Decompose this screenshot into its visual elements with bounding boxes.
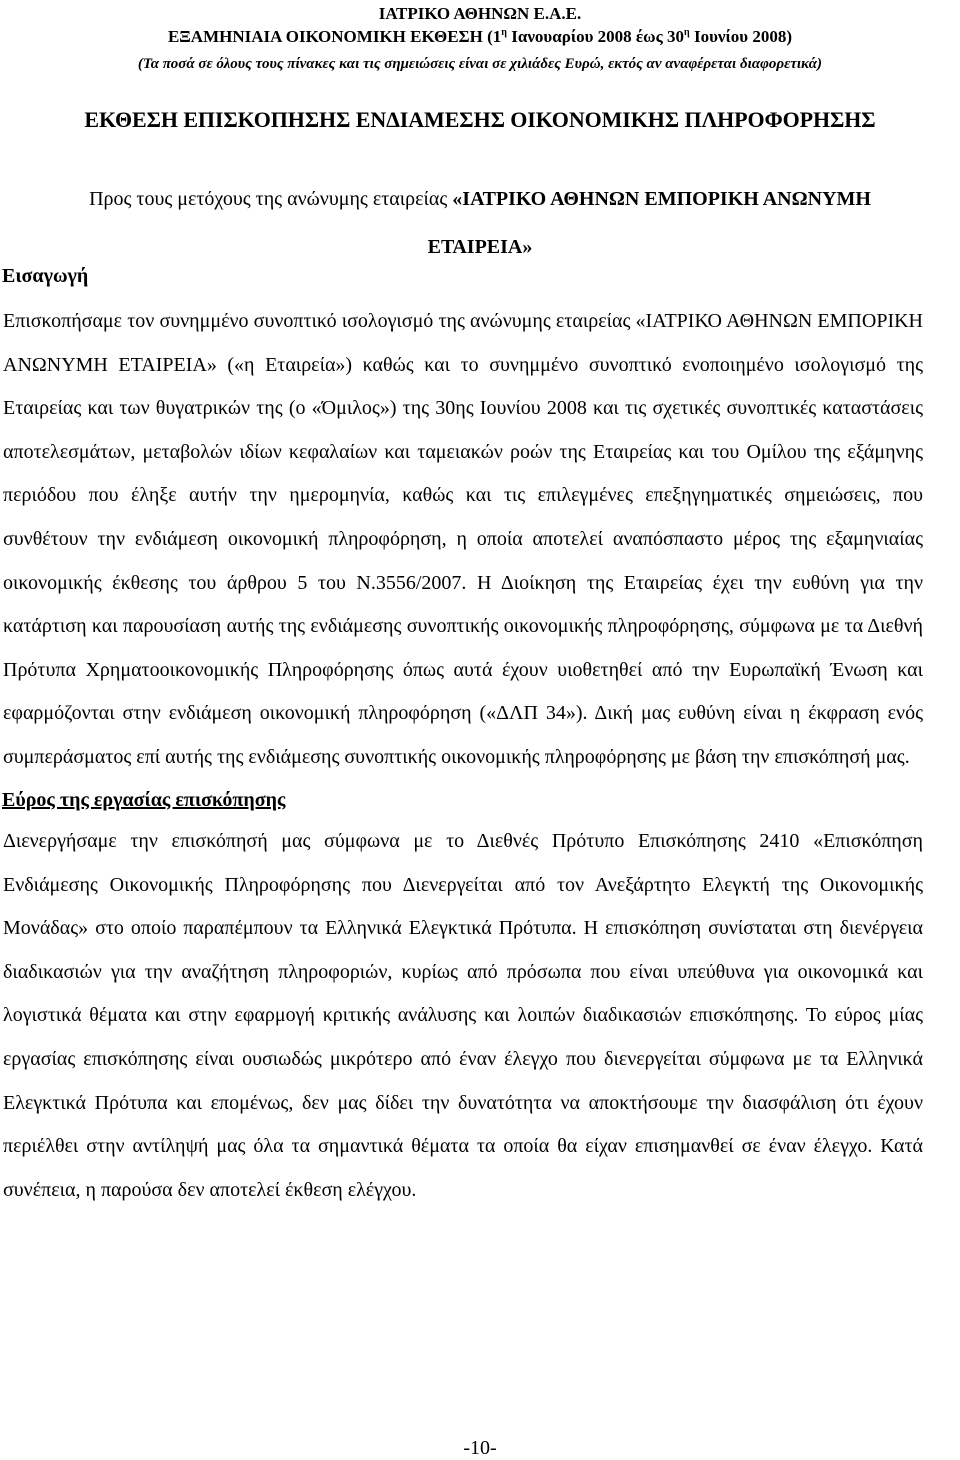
addressee-line	[60, 175, 900, 271]
header-amounts-note: (Τα ποσά σε όλους τους πίνακες και τις σημειώσεις είναι σε χιλιάδες Ευρώ, εκτός αν αναφέρεται διαφορετικά)	[137, 56, 823, 72]
page-number: -10-	[463, 1437, 497, 1459]
header-superscript-2: η	[684, 27, 690, 38]
scope-heading: Εύρος της εργασίας επισκόπησης	[2, 789, 286, 811]
header-superscript-1: η	[501, 27, 507, 38]
header-title-part-2: Ιανουαρίου 2008 έως 30	[506, 27, 685, 46]
header-title-part-3: Ιουνίου 2008)	[689, 27, 793, 46]
header-company-name: ΙΑΤΡΙΚΟ ΑΘΗΝΩΝ Ε.Α.Ε.	[378, 4, 582, 23]
addressee-company: «ΙΑΤΡΙΚΟ ΑΘΗΝΩΝ ΕΜΠΟΡΙΚΗ ΑΝΩΝΥΜΗ ΕΤΑΙΡΕΙΑ»	[427, 188, 871, 258]
scope-paragraph: Διενεργήσαμε την επισκόπησή μας σύμφωνα με το Διεθνές Πρότυπο Επισκόπησης 2410 «Επισκόπηση Ενδιάμεσης Οικονομικής Πληροφόρησης που Διενεργείται από τον Ανεξάρτητο Ελεγκτή της Οικονομικής Μονάδας» στο οποίο παραπέμπουν τα Ελληνικά Ελεγκτικά Πρότυπα. Η επισκόπηση συνίσταται στη διενέργεια διαδικασιών για την αναζήτηση πληροφοριών, κυρίως από πρόσωπα που είναι υπεύθυνα για οικονομικά και λογιστικά θέματα και στην εφαρμογή κριτικής ανάλυσης και λοιπών διαδικασιών επισκόπησης. Το εύρος μίας εργασίας επισκόπησης είναι ουσιωδώς μικρότερο από έναν έλεγχο που διενεργείται σύμφωνα με τα Ελληνικά Ελεγκτικά Πρότυπα και επομένως, δεν μας δίδει την δυνατότητα να αποκτήσουμε την διασφάλιση ότι έχουν περιέλθει στην αντίληψή μας όλα τα σημαντικά θέματα τα οποία θα είχαν επισημανθεί σε έναν έλεγχο. Κατά συνέπεια, η παρούσα δεν αποτελεί έκθεση ελέγχου.	[3, 830, 923, 1201]
intro-heading: Εισαγωγή	[2, 265, 89, 287]
intro-paragraph: Επισκοπήσαμε τον συνημμένο συνοπτικό ισολογισμό της ανώνυμης εταιρείας «ΙΑΤΡΙΚΟ ΑΘΗΝΩΝ ΕΜΠΟΡΙΚΗ ΑΝΩΝΥΜΗ ΕΤΑΙΡΕΙΑ» («η Εταιρεία») καθώς και το συνημμένο συνοπτικό ενοποιημένο ισολογισμό της Εταιρείας και των θυγατρικών της (ο «Όμιλος») της 30ης Ιουνίου 2008 και τις σχετικές συνοπτικές καταστάσεις αποτελεσμάτων, μεταβολών ιδίων κεφαλαίων και ταμειακών ροών της Εταιρείας και του Ομίλου της εξάμηνης περιόδου που έληξε αυτήν την ημερομηνία, καθώς και τις επιλεγμένες επεξηγηματικές σημειώσεις, που συνθέτουν την ενδιάμεση οικονομική πληροφόρηση, η οποία αποτελεί αναπόσπαστο μέρος της εξαμηνιαίας οικονομικής έκθεσης του άρθρου 5 του Ν.3556/2007. Η Διοίκηση της Εταιρείας έχει την ευθύνη για την κατάρτιση και παρουσίαση αυτής της ενδιάμεσης συνοπτικής οικονομικής πληροφόρησης, σύμφωνα με τα Διεθνή Πρότυπα Χρηματοοικονομικής Πληροφόρησης όπως αυτά έχουν υιοθετηθεί από την Ευρωπαϊκή Ένωση και εφαρμόζονται στην ενδιάμεση οικονομική πληροφόρηση («ΔΛΠ 34»). Δική μας ευθύνη είναι η έκφραση ενός συμπεράσματος επί αυτής της ενδιάμεσης συνοπτικής οικονομικής πληροφόρησης με βάση την επισκόπησή μας.	[3, 310, 923, 768]
document-title: ΕΚΘΕΣΗ ΕΠΙΣΚΟΠΗΣΗΣ ΕΝΔΙΑΜΕΣΗΣ ΟΙΚΟΝΟΜΙΚΗΣ ΠΛΗΡΟΦΟΡΗΣΗΣ	[84, 107, 876, 132]
header-report-title	[0, 27, 960, 47]
addressee-prefix: Προς τους μετόχους της ανώνυμης εταιρείας	[89, 188, 453, 210]
header-title-part-1: ΕΞΑΜΗΝΙΑΙΑ ΟΙΚΟΝΟΜΙΚΗ ΕΚΘΕΣΗ (1	[167, 27, 502, 46]
